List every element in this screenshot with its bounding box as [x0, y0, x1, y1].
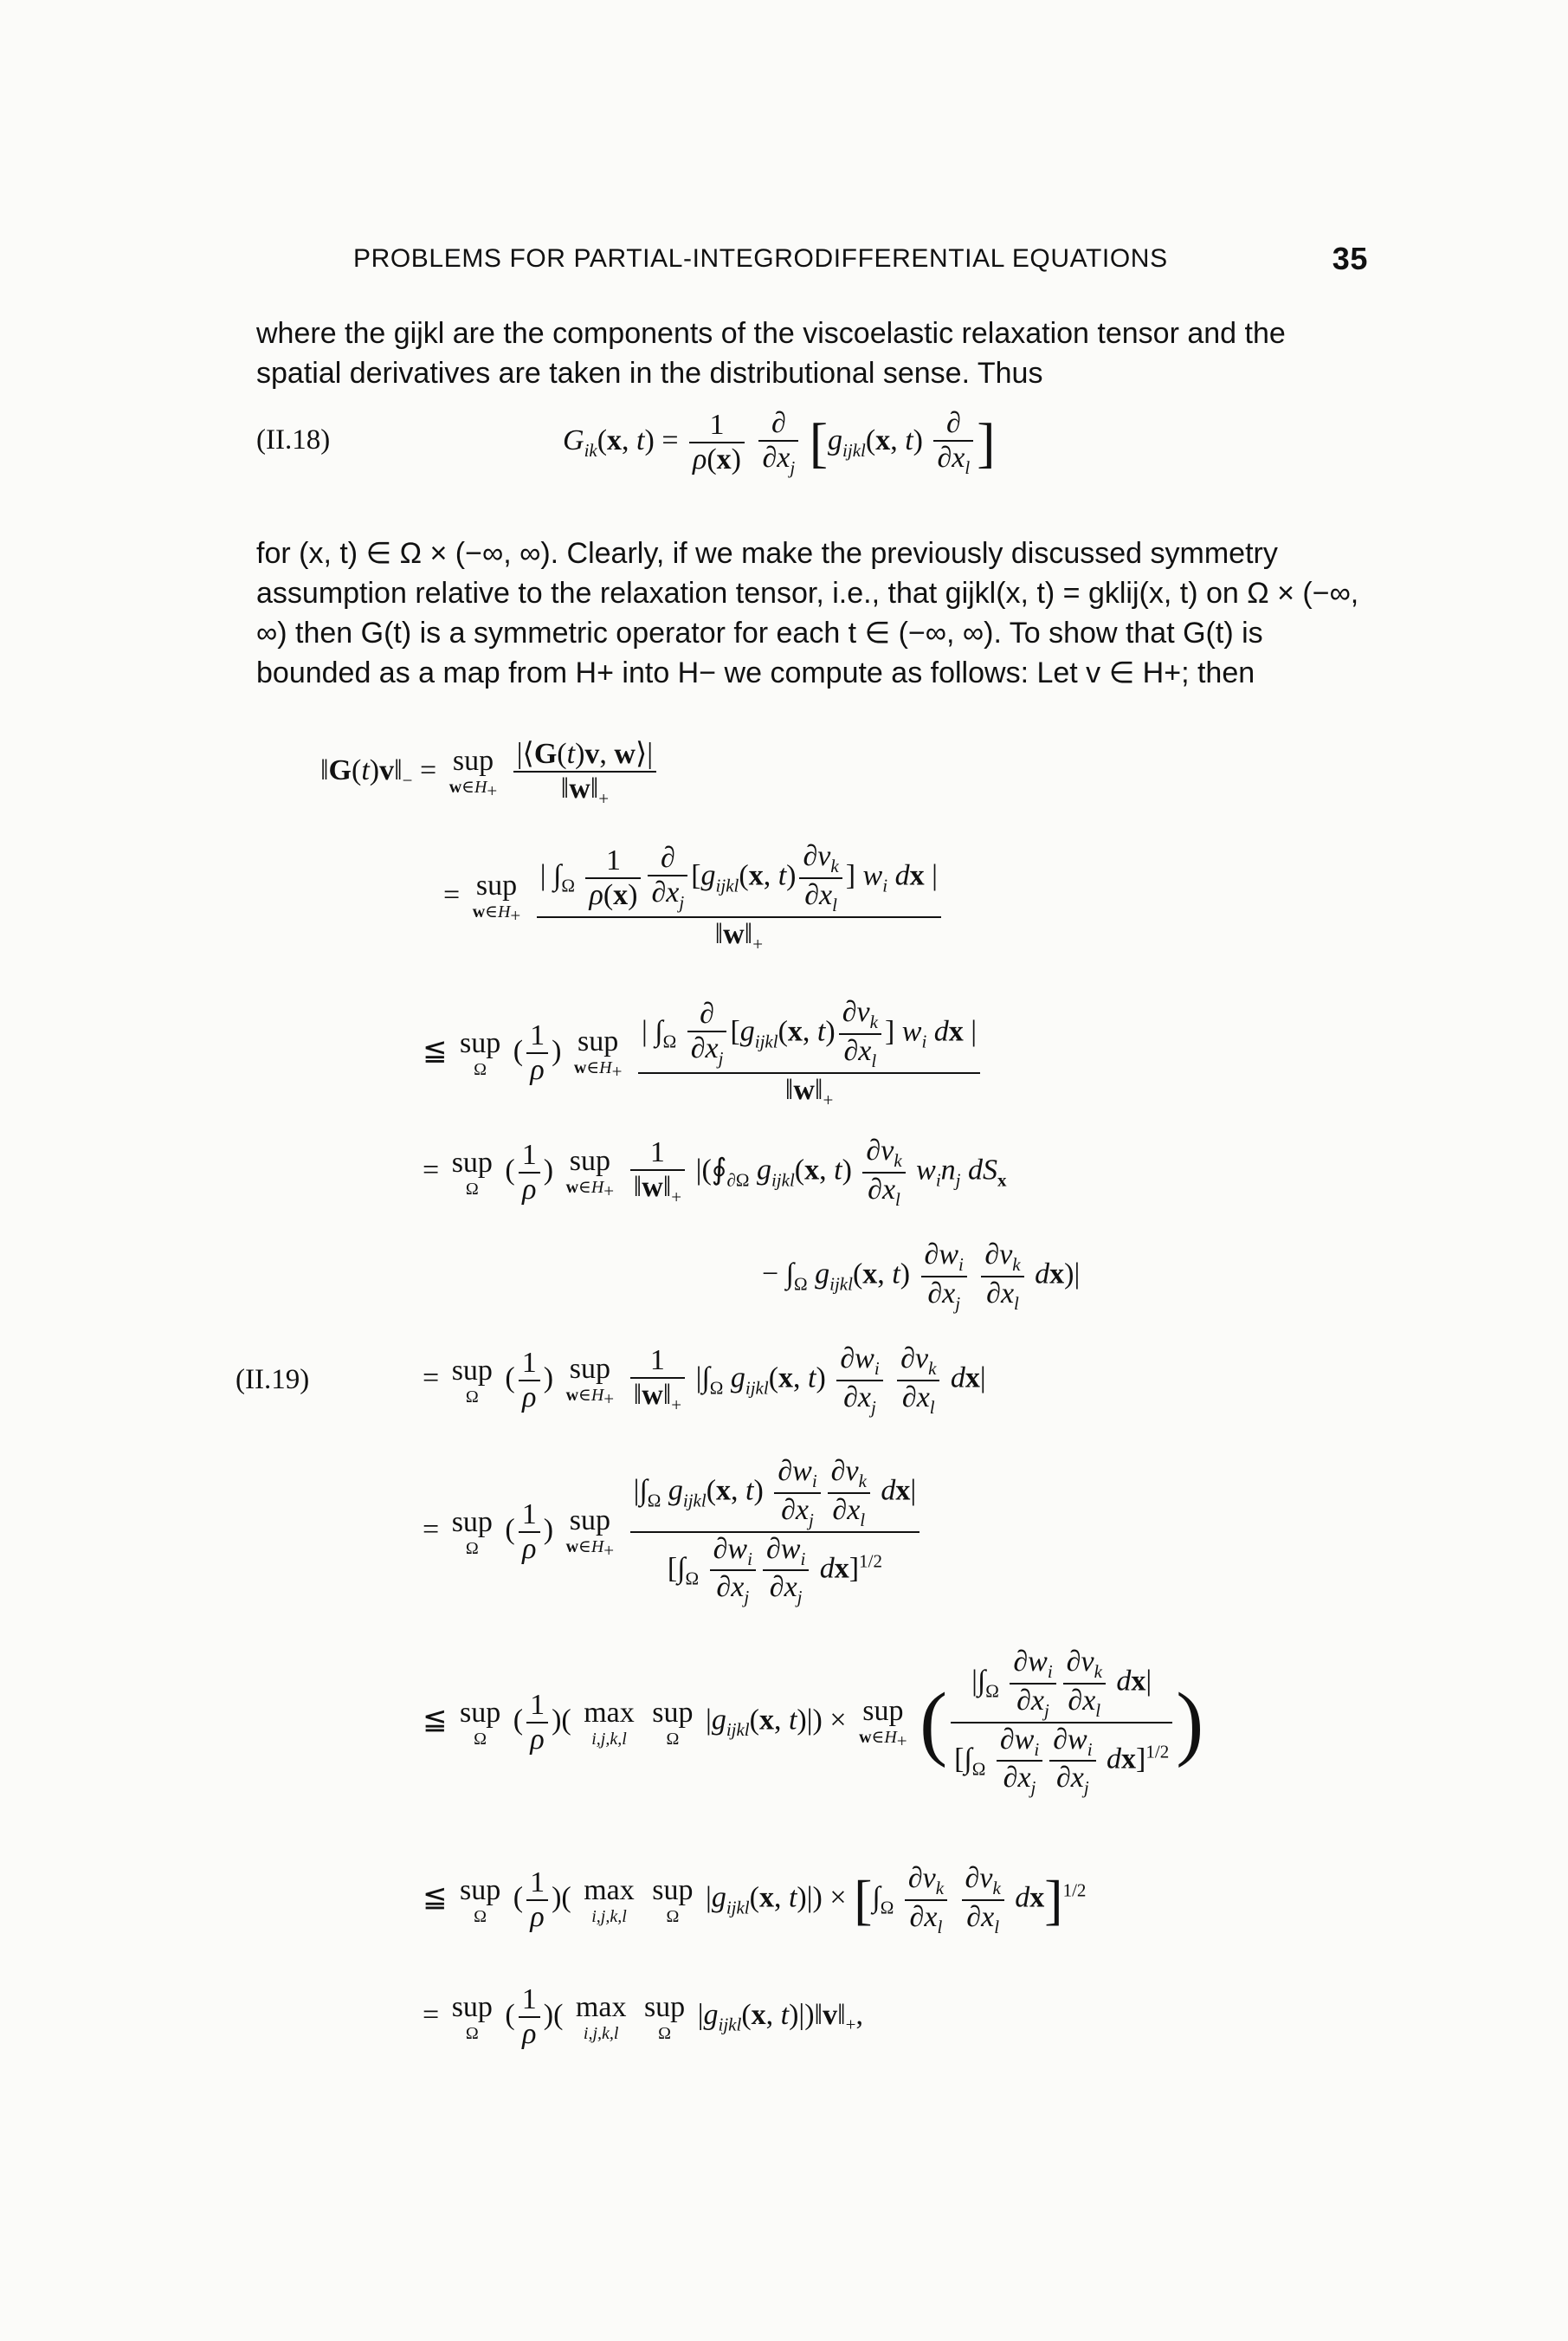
paragraph-2: for (x, t) ∈ Ω × (−∞, ∞). Clearly, if we make the previously discussed symmetry assumption relative to the relaxation tensor, i.e., that gijkl(x, t) = gklij(x, t) on Ω × (−∞, ∞) then G(t) is a symmetric operator for each t ∈ (−∞, ∞). To show that G(t) is bounded as a map from H+ into H− we compute as follows: Let v ∈ H+; then	[256, 537, 1359, 689]
eq-line-1: $‖G(t)v‖_-$ = sup $w\in H_+$ $\frac{|⟨G(t)v, w⟩|}{‖w‖_+}$	[320, 736, 660, 810]
eq-line-9: ≦ sup Ω ( $\frac{1}{\rho}$ )( max i,j,k,l sup Ω $|g_{ijkl}(x$, $t)|) \times [\int_\Omega$ $\frac{\partial v_k}{\partial x_l}$ $\frac{\partial v_k}{\partial x_l}$ dx]$^{1/2}$	[423, 1862, 1087, 1937]
eq-line-5: − $\int_\Omega$ $g_{ijkl}(x$, t) $\frac{\partial w_i}{\partial x_j}$ $\frac{\partial v_k}{\partial x_l}$ dx)|	[762, 1238, 1081, 1314]
page-number: 35	[1332, 241, 1368, 276]
eq-line-2: = sup $w\in H_+$ | $\int_\Omega$ $\frac{1}{\rho(x)}$ $\frac{\partial}{\partial x_j}$ [$g_{ijkl}(x$, t) $\frac{\partial v_k}{\partial x_l}$ ] $w_i$ dx | $‖w‖_+$	[443, 840, 945, 954]
equation-label-ii18: (II.18)	[256, 424, 331, 456]
running-head	[353, 241, 1368, 276]
eq-line-6: = sup Ω ( $\frac{1}{\rho}$ ) sup $w\in H_+$ $\frac{1}{‖w‖_+}$ $|\int_\Omega$ $g_{ijkl}(x$, t) $\frac{\partial w_i}{\partial x_j}$ $\frac{\partial v_k}{\partial x_l}$ dx|	[423, 1342, 986, 1418]
eq-line-3: ≦ sup Ω ( $\frac{1}{\rho}$ ) sup $w\in H_+$ | $\int_\Omega$ $\frac{\partial}{\partial x_j}$ [$g_{ijkl}(x$, t) $\frac{\partial v_k}{\partial x_l}$ ] $w_i$ dx | $‖w‖_+$	[423, 996, 984, 1110]
eq-line-4: = sup Ω ( $\frac{1}{\rho}$ ) sup $w\in H_+$ $\frac{1}{‖w‖_+}$ $|(∮_{\partial\Omega}$ $g_{ijkl}(x$, t) $\frac{\partial v_k}{\partial x_l}$ $w_in_j$ $dS_x$	[423, 1135, 1007, 1210]
intro-paragraph: where the gijkl are the components of the viscoelastic relaxation tensor and the spatial derivatives are taken in the distributional sense. Thus	[256, 317, 1286, 390]
eq-line-10: = sup Ω ( $\frac{1}{\rho}$ )( max i,j,k,l sup Ω $|g_{ijkl}(x$, $t)|)‖v‖_+$,	[423, 1983, 863, 2050]
eq-line-8: ≦ sup Ω ( $\frac{1}{\rho}$ )( max i,j,k,l sup Ω $|g_{ijkl}(x$, t)|) × sup $w\in H_+$ ( $|\int_\Omega$ $\frac{\partial w_i}{\partial x_j}$ $\frac{\partial v_k}{\partial x_l}$ dx| [$\int_\Omega$ $\frac{\partial w_i}{\partial x_j}$ $\frac{\partial w_i}{\partial x_j}$ dx]$^{1/2}$ )	[423, 1646, 1204, 1799]
equation-label-ii19: (II.19)	[236, 1364, 310, 1395]
running-title: PROBLEMS FOR PARTIAL-INTEGRODIFFERENTIAL EQUATIONS	[353, 244, 1168, 273]
equation-ii18: $G_{ik}(x$, t) = $\frac{1}{\rho(x)}$ $\frac{\partial}{\partial x_j}$ [$g_{ijkl}(x$, t) $\frac{\partial}{\partial x_l}$ ]	[563, 407, 996, 478]
eq-line-7: = sup Ω ( $\frac{1}{\rho}$ ) sup $w\in H_+$ $|\int_\Omega$ $g_{ijkl}(x$, t) $\frac{\partial w_i}{\partial x_j}$ $\frac{\partial v_k}{\partial x_l}$ dx| [$\int_\Omega$ $\frac{\partial w_i}{\partial x_j}$ $\frac{\partial w_i}{\partial x_j}$ dx]$^{1/2}$	[423, 1455, 923, 1608]
